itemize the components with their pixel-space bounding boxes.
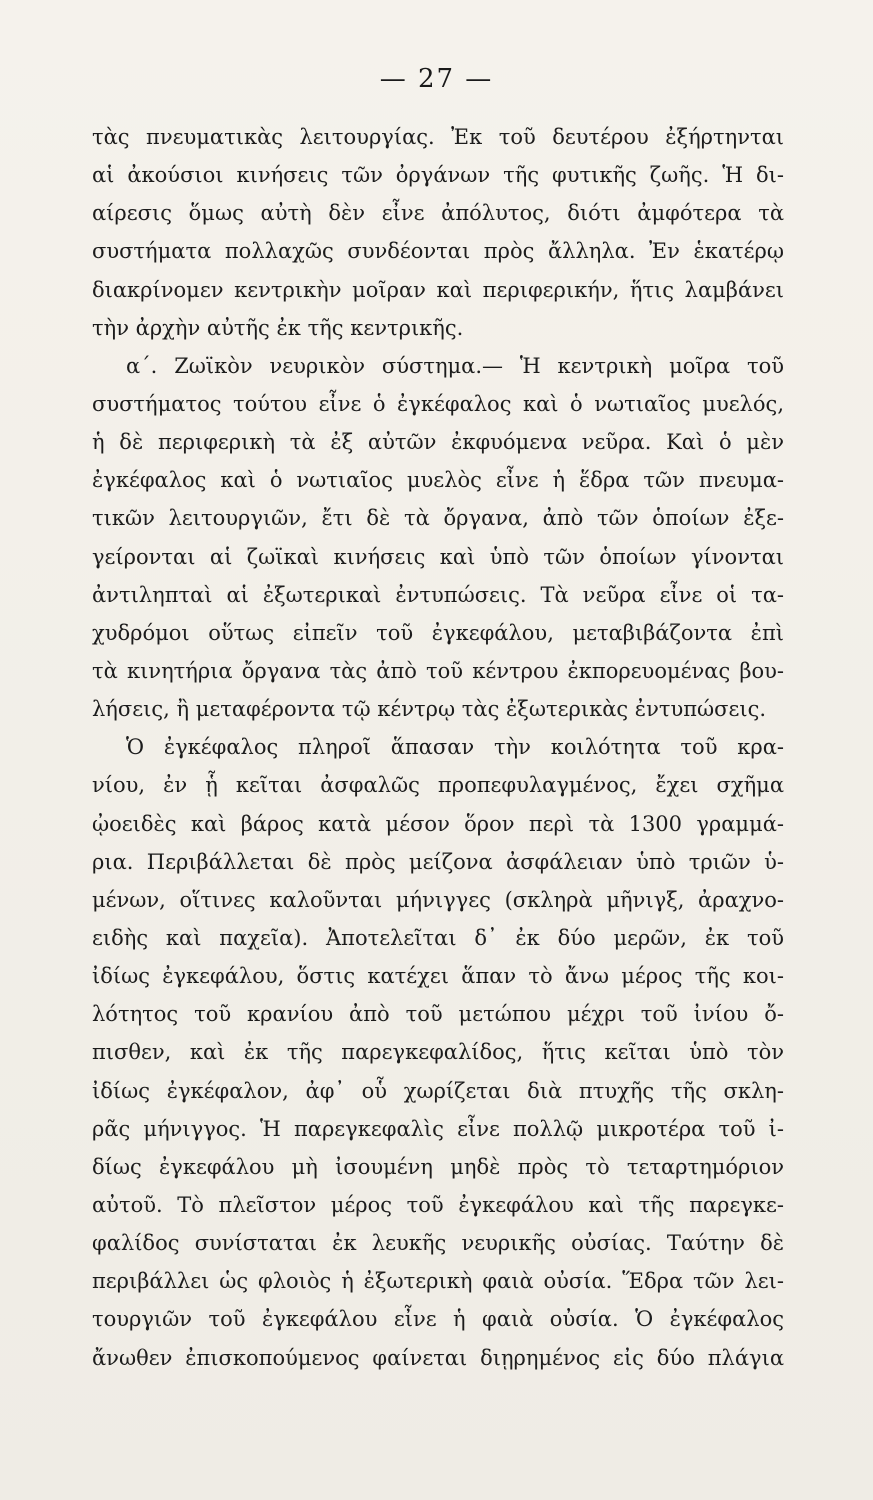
body-text (92, 118, 784, 1377)
text-line: τικῶν λειτουργιῶν, ἔτι δὲ τὰ ὄργανα, ἀπὸ τῶν ὁποίων ἐξε- (92, 506, 784, 531)
text-line: χυδρόμοι οὕτως εἰπεῖν τοῦ ἐγκεφάλου, μεταβιβάζοντα ἐπὶ (92, 620, 784, 645)
text-line: τὴν ἀρχὴν αὐτῆς ἐκ τῆς κεντρικῆς. (92, 315, 464, 340)
page-number: — 27 — (379, 64, 494, 94)
text-line: ρια. Περιβάλλεται δὲ πρὸς μείζονα ἀσφάλειαν ὑπὸ τριῶν ὑ- (92, 849, 784, 874)
text-line: πισθεν, καὶ ἐκ τῆς παρεγκεφαλίδος, ἥτις κεῖται ὑπὸ τὸν (92, 1040, 784, 1065)
text-line: δίως ἐγκεφάλου μὴ ἰσουμένη μηδὲ πρὸς τὸ τεταρτημόριον (92, 1154, 784, 1179)
text-line: συστήματα πολλαχῶς συνδέονται πρὸς ἄλληλα. Ἐν ἑκατέρῳ (92, 239, 784, 264)
text-line: τὰς πνευματικὰς λειτουργίας. Ἐκ τοῦ δευτέρου ἐξήρτηνται (92, 125, 784, 149)
text-line: ειδὴς καὶ παχεῖα). Ἀποτελεῖται δ᾽ ἐκ δύο μερῶν, ἐκ τοῦ (92, 925, 784, 950)
text-line: ᾠοειδὲς καὶ βάρος κατὰ μέσον ὅρον περὶ τὰ 1300 γραμμά- (92, 811, 784, 836)
text-line: ἄνωθεν ἐπισκοπούμενος φαίνεται διῃρημένος εἰς δύο πλάγια (92, 1345, 784, 1370)
text-line: ἀντιληπταὶ αἱ ἐξωτερικαὶ ἐντυπώσεις. Τὰ νεῦρα εἶνε οἱ τα- (92, 582, 784, 607)
text-line: ἰδίως ἐγκεφάλου, ὅστις κατέχει ἅπαν τὸ ἄνω μέρος τῆς κοι- (92, 964, 784, 989)
text-line: ρᾶς μήνιγγος. Ἡ παρεγκεφαλὶς εἶνε πολλῷ μικροτέρα τοῦ ἰ- (92, 1116, 784, 1141)
text-line: ἡ δὲ περιφερικὴ τὰ ἐξ αὐτῶν ἐκφυόμενα νεῦρα. Καὶ ὁ μὲν (92, 430, 784, 455)
text-line: γείρονται αἱ ζωϊκαὶ κινήσεις καὶ ὑπὸ τῶν ὁποίων γίνονται (92, 544, 784, 569)
text-line: συστήματος τούτου εἶνε ὁ ἐγκέφαλος καὶ ὁ νωτιαῖος μυελός, (92, 391, 784, 416)
text-line: μένων, οἵτινες καλοῦνται μήνιγγες (σκληρὰ μῆνιγξ, ἀραχνο- (92, 887, 784, 912)
text-line: τουργιῶν τοῦ ἐγκεφάλου εἶνε ἡ φαιὰ οὐσία. Ὁ ἐγκέφαλος (92, 1307, 784, 1332)
text-line: τὰ κινητήρια ὄργανα τὰς ἀπὸ τοῦ κέντρου ἐκπορευομένας βου- (92, 658, 784, 683)
text-line: α΄. Ζωϊκὸν νευρικὸν σύστημα.— Ἡ κεντρικὴ μοῖρα τοῦ (126, 353, 784, 378)
text-line: αὐτοῦ. Τὸ πλεῖστον μέρος τοῦ ἐγκεφάλου καὶ τῆς παρεγκε- (92, 1192, 784, 1217)
text-line: Ὁ ἐγκέφαλος πληροῖ ἅπασαν τὴν κοιλότητα τοῦ κρα- (126, 735, 784, 760)
text-line: λότητος τοῦ κρανίου ἀπὸ τοῦ μετώπου μέχρι τοῦ ἰνίου ὄ- (92, 1002, 784, 1027)
text-line: λήσεις, ἢ μεταφέροντα τῷ κέντρῳ τὰς ἐξωτερικὰς ἐντυπώσεις. (92, 697, 767, 722)
text-line: ἰδίως ἐγκέφαλον, ἀφ᾽ οὗ χωρίζεται διὰ πτυχῆς τῆς σκλη- (92, 1078, 784, 1103)
text-line: διακρίνομεν κεντρικὴν μοῖραν καὶ περιφερικήν, ἥτις λαμβάνει (92, 277, 784, 302)
text-line: αίρεσις ὅμως αὐτὴ δὲν εἶνε ἀπόλυτος, διότι ἀμφότερα τὰ (92, 201, 784, 226)
text-line: περιβάλλει ὡς φλοιὸς ἡ ἐξωτερικὴ φαιὰ οὐσία. Ἕδρα τῶν λει- (92, 1269, 784, 1294)
text-line: φαλίδος συνίσταται ἐκ λευκῆς νευρικῆς οὐσίας. Ταύτην δὲ (92, 1231, 784, 1256)
text-line: αἱ ἀκούσιοι κινήσεις τῶν ὀργάνων τῆς φυτικῆς ζωῆς. Ἡ δι- (92, 163, 784, 188)
text-line: νίου, ἐν ᾗ κεῖται ἀσφαλῶς προπεφυλαγμένος, ἔχει σχῆμα (92, 773, 784, 798)
text-line: ἐγκέφαλος καὶ ὁ νωτιαῖος μυελὸς εἶνε ἡ ἕδρα τῶν πνευμα- (92, 468, 784, 493)
